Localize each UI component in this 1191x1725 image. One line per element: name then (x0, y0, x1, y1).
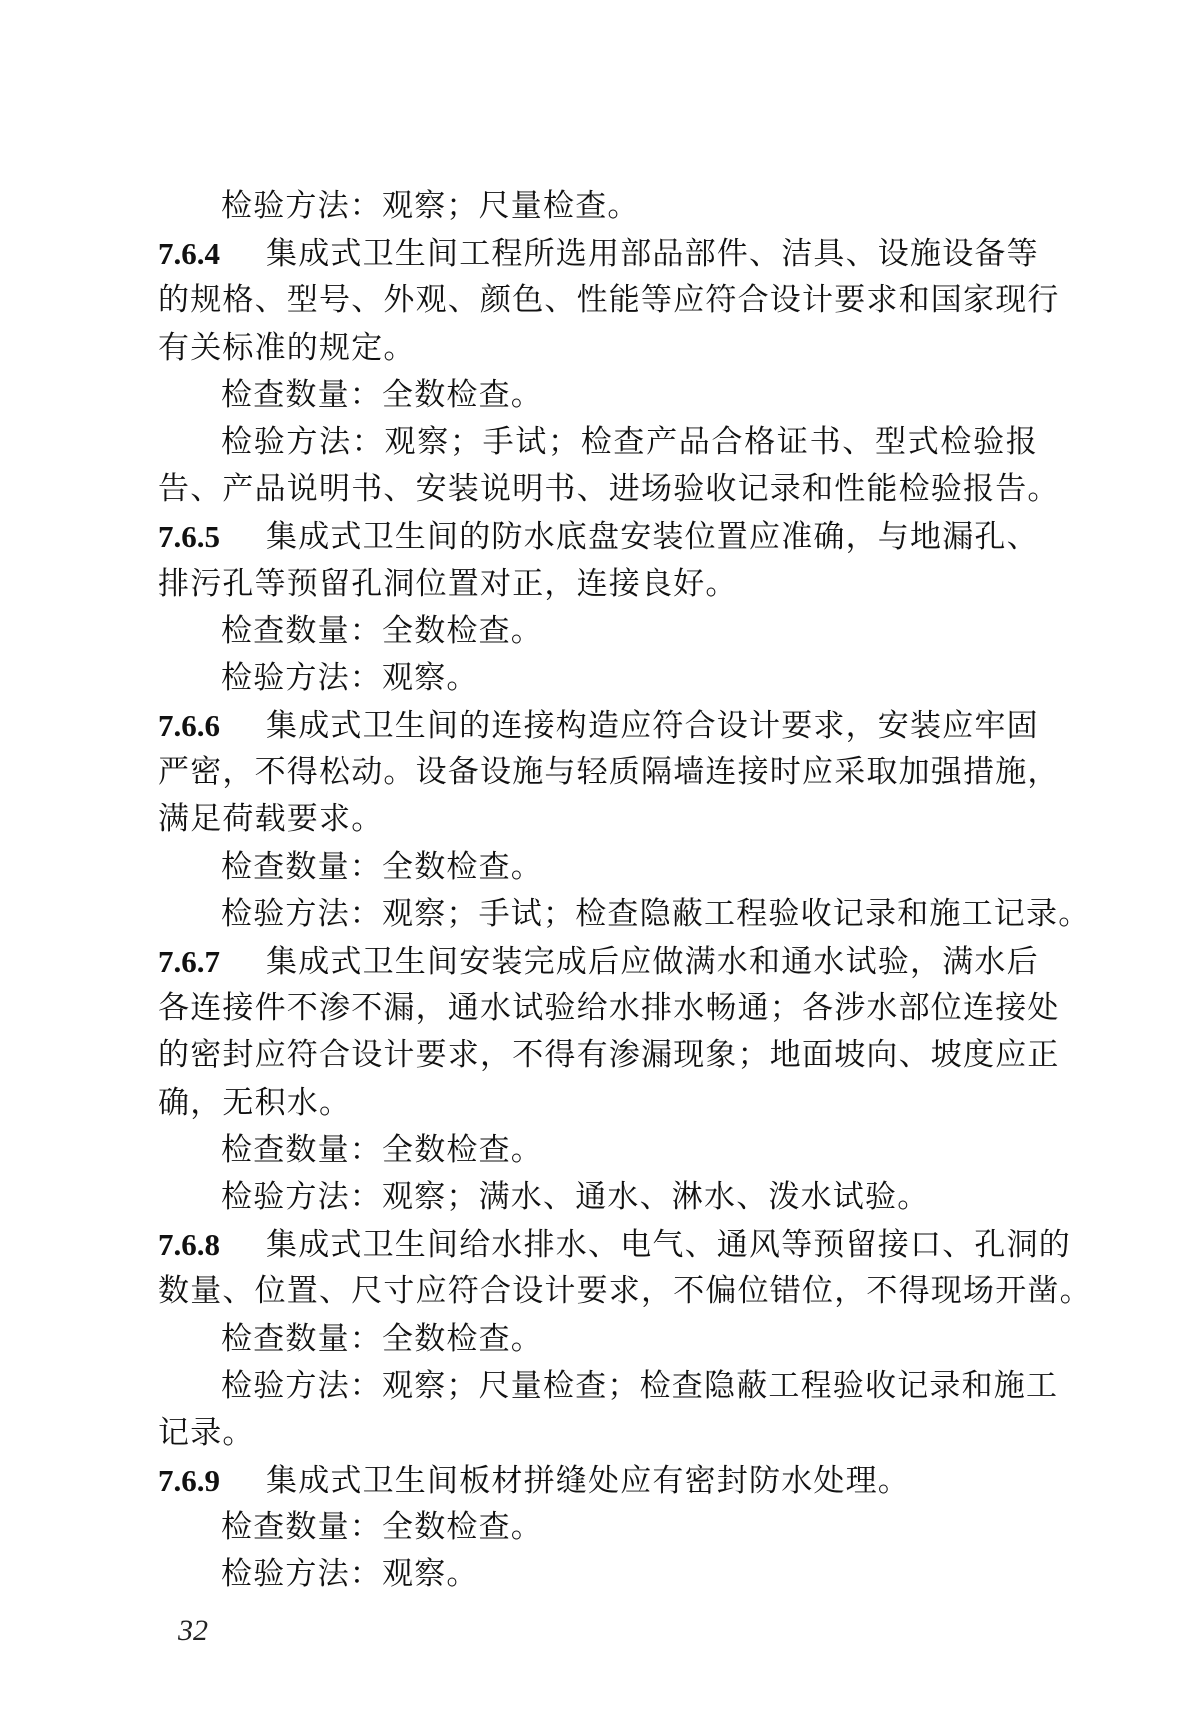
clause-heading-line (158, 1221, 1071, 1268)
text-line: 严密，不得松动。设备设施与轻质隔墙连接时应采取加强措施， (158, 754, 1060, 791)
page-number: 32 (178, 1614, 208, 1647)
indented-text-line: 检验方法：观察；尺量检查。 (221, 188, 640, 224)
text-line: 满足荷载要求。 (158, 801, 384, 838)
clause-number: 7.6.5 (158, 519, 220, 555)
clause-number: 7.6.9 (158, 1463, 220, 1499)
text-line: 有关标准的规定。 (158, 329, 416, 366)
text-line: 告、产品说明书、安装说明书、进场验收记录和性能检验报告。 (158, 471, 1060, 508)
indented-text-line: 检验方法：观察。 (221, 1556, 479, 1593)
indented-text-line: 检验方法：观察；手试；检查隐蔽工程验收记录和施工记录。 (221, 895, 1091, 932)
indented-text-line: 检验方法：观察；满水、通水、淋水、泼水试验。 (221, 1178, 930, 1215)
page-body (158, 183, 1092, 1599)
clause-text: 集成式卫生间的连接构造应符合设计要求，安装应牢固 (266, 708, 1039, 745)
text-line: 的规格、型号、外观、颜色、性能等应符合设计要求和国家现行 (158, 282, 1060, 319)
indented-text-line: 检验方法：观察；手试；检查产品合格证书、型式检验报 (221, 423, 1038, 460)
clause-heading-line (158, 938, 1038, 985)
clause-number: 7.6.7 (158, 944, 220, 979)
clause-text: 集成式卫生间给水排水、电气、通风等预留接口、孔洞的 (266, 1227, 1071, 1264)
indented-text-line: 检查数量：全数检查。 (221, 376, 543, 413)
indented-text-line: 检验方法：观察。 (221, 659, 479, 696)
clause-number: 7.6.6 (158, 708, 220, 744)
indented-text-line: 检查数量：全数检查。 (221, 1320, 543, 1357)
clause-heading-line (158, 702, 1038, 749)
text-line: 的密封应符合设计要求，不得有渗漏现象；地面坡向、坡度应正 (158, 1037, 1060, 1074)
clause-number: 7.6.8 (158, 1227, 220, 1263)
clause-text: 集成式卫生间的防水底盘安装位置应准确，与地漏孔、 (266, 519, 1039, 556)
clause-number: 7.6.4 (158, 236, 220, 272)
indented-text-line: 检验方法：观察；尺量检查；检查隐蔽工程验收记录和施工 (221, 1367, 1059, 1404)
indented-text-line: 检查数量：全数检查。 (221, 612, 543, 649)
text-line: 数量、位置、尺寸应符合设计要求，不偏位错位，不得现场开凿。 (158, 1273, 1092, 1310)
indented-text-line: 检查数量：全数检查。 (221, 1131, 543, 1168)
text-line: 排污孔等预留孔洞位置对正，连接良好。 (158, 565, 738, 602)
clause-text: 集成式卫生间工程所选用部品部件、洁具、设施设备等 (266, 236, 1039, 273)
text-line: 记录。 (158, 1414, 255, 1451)
clause-text: 集成式卫生间安装完成后应做满水和通水试验，满水后 (266, 944, 1039, 980)
clause-heading-line (158, 513, 1038, 560)
clause-text: 集成式卫生间板材拼缝处应有密封防水处理。 (266, 1463, 910, 1500)
text-line: 确，无积水。 (158, 1084, 352, 1121)
text-line: 各连接件不渗不漏，通水试验给水排水畅通；各涉水部位连接处 (158, 990, 1060, 1027)
clause-heading-line (158, 230, 1038, 277)
indented-text-line: 检查数量：全数检查。 (221, 848, 543, 885)
indented-text-line: 检查数量：全数检查。 (221, 1509, 543, 1546)
clause-heading-line (158, 1457, 1038, 1504)
